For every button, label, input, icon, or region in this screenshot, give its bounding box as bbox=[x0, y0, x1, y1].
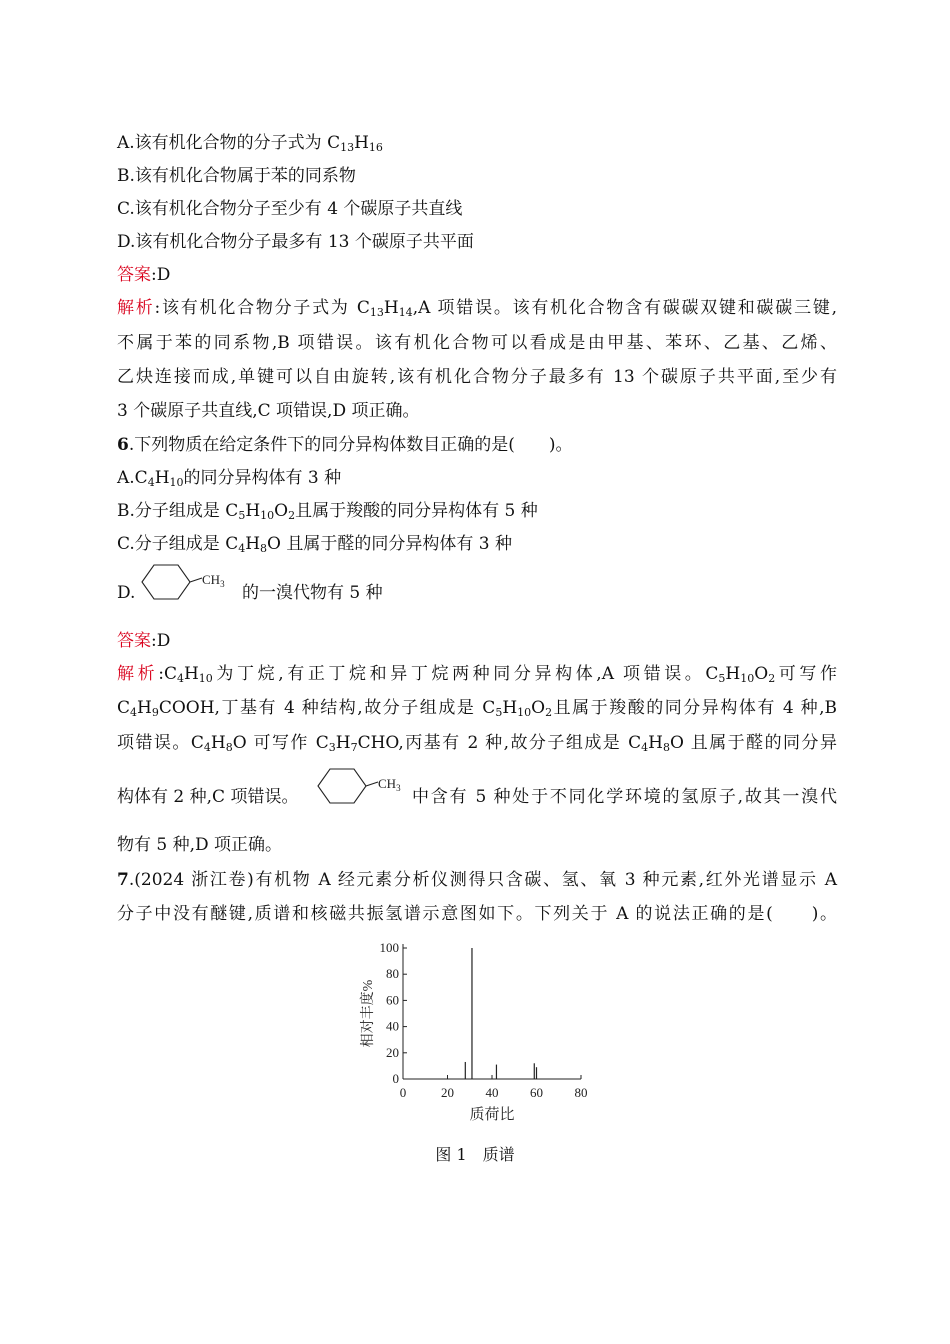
analysis-label: 解析 bbox=[117, 298, 155, 318]
q5-answer: 答案:D bbox=[117, 265, 171, 285]
q6-option-a: $A.C_4H_{10}$的同分异构体有 3 种 bbox=[117, 468, 342, 489]
svg-text:CH3: $CH_3$ bbox=[202, 572, 225, 589]
q5-analysis-line-1: 解析:该有机化合物分子式为 $C_{13}H_{14},A$ 项错误。该有机化合物含有碳碳双键和碳碳三键, bbox=[117, 298, 837, 319]
x-tick-label: 0 bbox=[399, 1085, 407, 1100]
q6-analysis-line-4b: 中含有 5 种处于不同化学环境的氢原子,故其一溴代 bbox=[412, 787, 837, 807]
y-tick-label: 60 bbox=[386, 992, 399, 1008]
x-tick-label: 40 bbox=[485, 1085, 499, 1100]
answer-label: 答案 bbox=[117, 265, 151, 285]
y-tick-label: 20 bbox=[386, 1044, 399, 1060]
q6-analysis-line-1: 解析$:C_4H_{10}$为丁烷,有正丁烷和异丁烷两种同分异构体,A 项错误。$C_5H_{10}O_2$可写作 bbox=[117, 664, 838, 685]
x-tick-label: 60 bbox=[530, 1085, 543, 1100]
x-tick-label: 20 bbox=[441, 1085, 454, 1100]
figure-caption: 图 1 质谱 bbox=[435, 1145, 515, 1164]
q6-analysis-line-4a: 构体有 2 种,C 项错误。 bbox=[117, 787, 299, 807]
q5-option-c: C.该有机化合物分子至少有 4 个碳原子共直线 bbox=[117, 199, 463, 219]
q5-option-a: A.该有机化合物的分子式为 $C_{13}H_{16}$ bbox=[117, 133, 383, 154]
x-axis-label: 质荷比 bbox=[469, 1107, 515, 1123]
q6-analysis-line-3: 项错误。$C_4H_8O$ 可写作 $C_3H_7CHO$,丙基有 2 种,故分子组成是 $C_4H_8O$ 且属于醛的同分异 bbox=[117, 733, 837, 754]
y-tick-label: 0 bbox=[392, 1071, 399, 1086]
q6-option-b: B.分子组成是 $C_5H_{10}O_2$且属于羧酸的同分异构体有 5 种 bbox=[117, 501, 538, 522]
q6-option-d: D. bbox=[117, 583, 136, 603]
q6-option-c: C.分子组成是 $C_4H_8O$ 且属于醛的同分异构体有 3 种 bbox=[117, 534, 513, 555]
q6-answer: 答案:D bbox=[117, 631, 171, 651]
q5-analysis-line-2: 不属于苯的同系物,B 项错误。该有机化合物可以看成是由甲基、苯环、乙基、乙烯、 bbox=[117, 333, 837, 353]
analysis-label: 解析 bbox=[117, 664, 159, 684]
y-axis-label: 相对丰度% bbox=[361, 979, 376, 1048]
y-tick-label: 40 bbox=[386, 1018, 399, 1034]
q5-option-b: B.该有机化合物属于苯的同系物 bbox=[117, 166, 356, 186]
q5-analysis-line-4: 3 个碳原子共直线,C 项错误,D 项正确。 bbox=[117, 401, 420, 421]
q6-stem: 6.下列物质在给定条件下的同分异构体数目正确的是( )。 bbox=[117, 435, 573, 455]
x-tick-label: 80 bbox=[574, 1085, 588, 1100]
q6-option-d-text: 的一溴代物有 5 种 bbox=[242, 583, 383, 603]
q7-stem-line-2: 分子中没有醚键,质谱和核磁共振氢谱示意图如下。下列关于 A 的说法正确的是( )。 bbox=[117, 904, 837, 924]
q7-stem-line-1: 7.(2024 浙江卷)有机物 A 经元素分析仪测得只含碳、氢、氧 3 种元素,红外光谱显示 A bbox=[117, 870, 837, 890]
y-tick-label: 100 bbox=[379, 940, 399, 955]
q6-analysis-line-5: 物有 5 种,D 项正确。 bbox=[117, 835, 283, 855]
q5-analysis-line-3: 乙炔连接而成,单键可以自由旋转,该有机化合物分子最多有 13 个碳原子共平面,至少有 bbox=[117, 367, 837, 387]
answer-label: 答案 bbox=[117, 631, 151, 651]
y-tick-label: 80 bbox=[386, 966, 399, 982]
svg-text:CH3: $CH_3$ bbox=[378, 776, 401, 793]
q5-option-d: D.该有机化合物分子最多有 13 个碳原子共平面 bbox=[117, 232, 474, 252]
q6-analysis-line-2: $C_4H_9COOH$,丁基有 4 种结构,故分子组成是 $C_5H_{10}O_2$且属于羧酸的同分异构体有 4 种,B bbox=[117, 698, 837, 719]
methylcyclohexane-structure-2 bbox=[312, 766, 412, 808]
methylcyclohexane-structure bbox=[136, 562, 236, 604]
mass-spectrum-chart bbox=[350, 935, 610, 1135]
